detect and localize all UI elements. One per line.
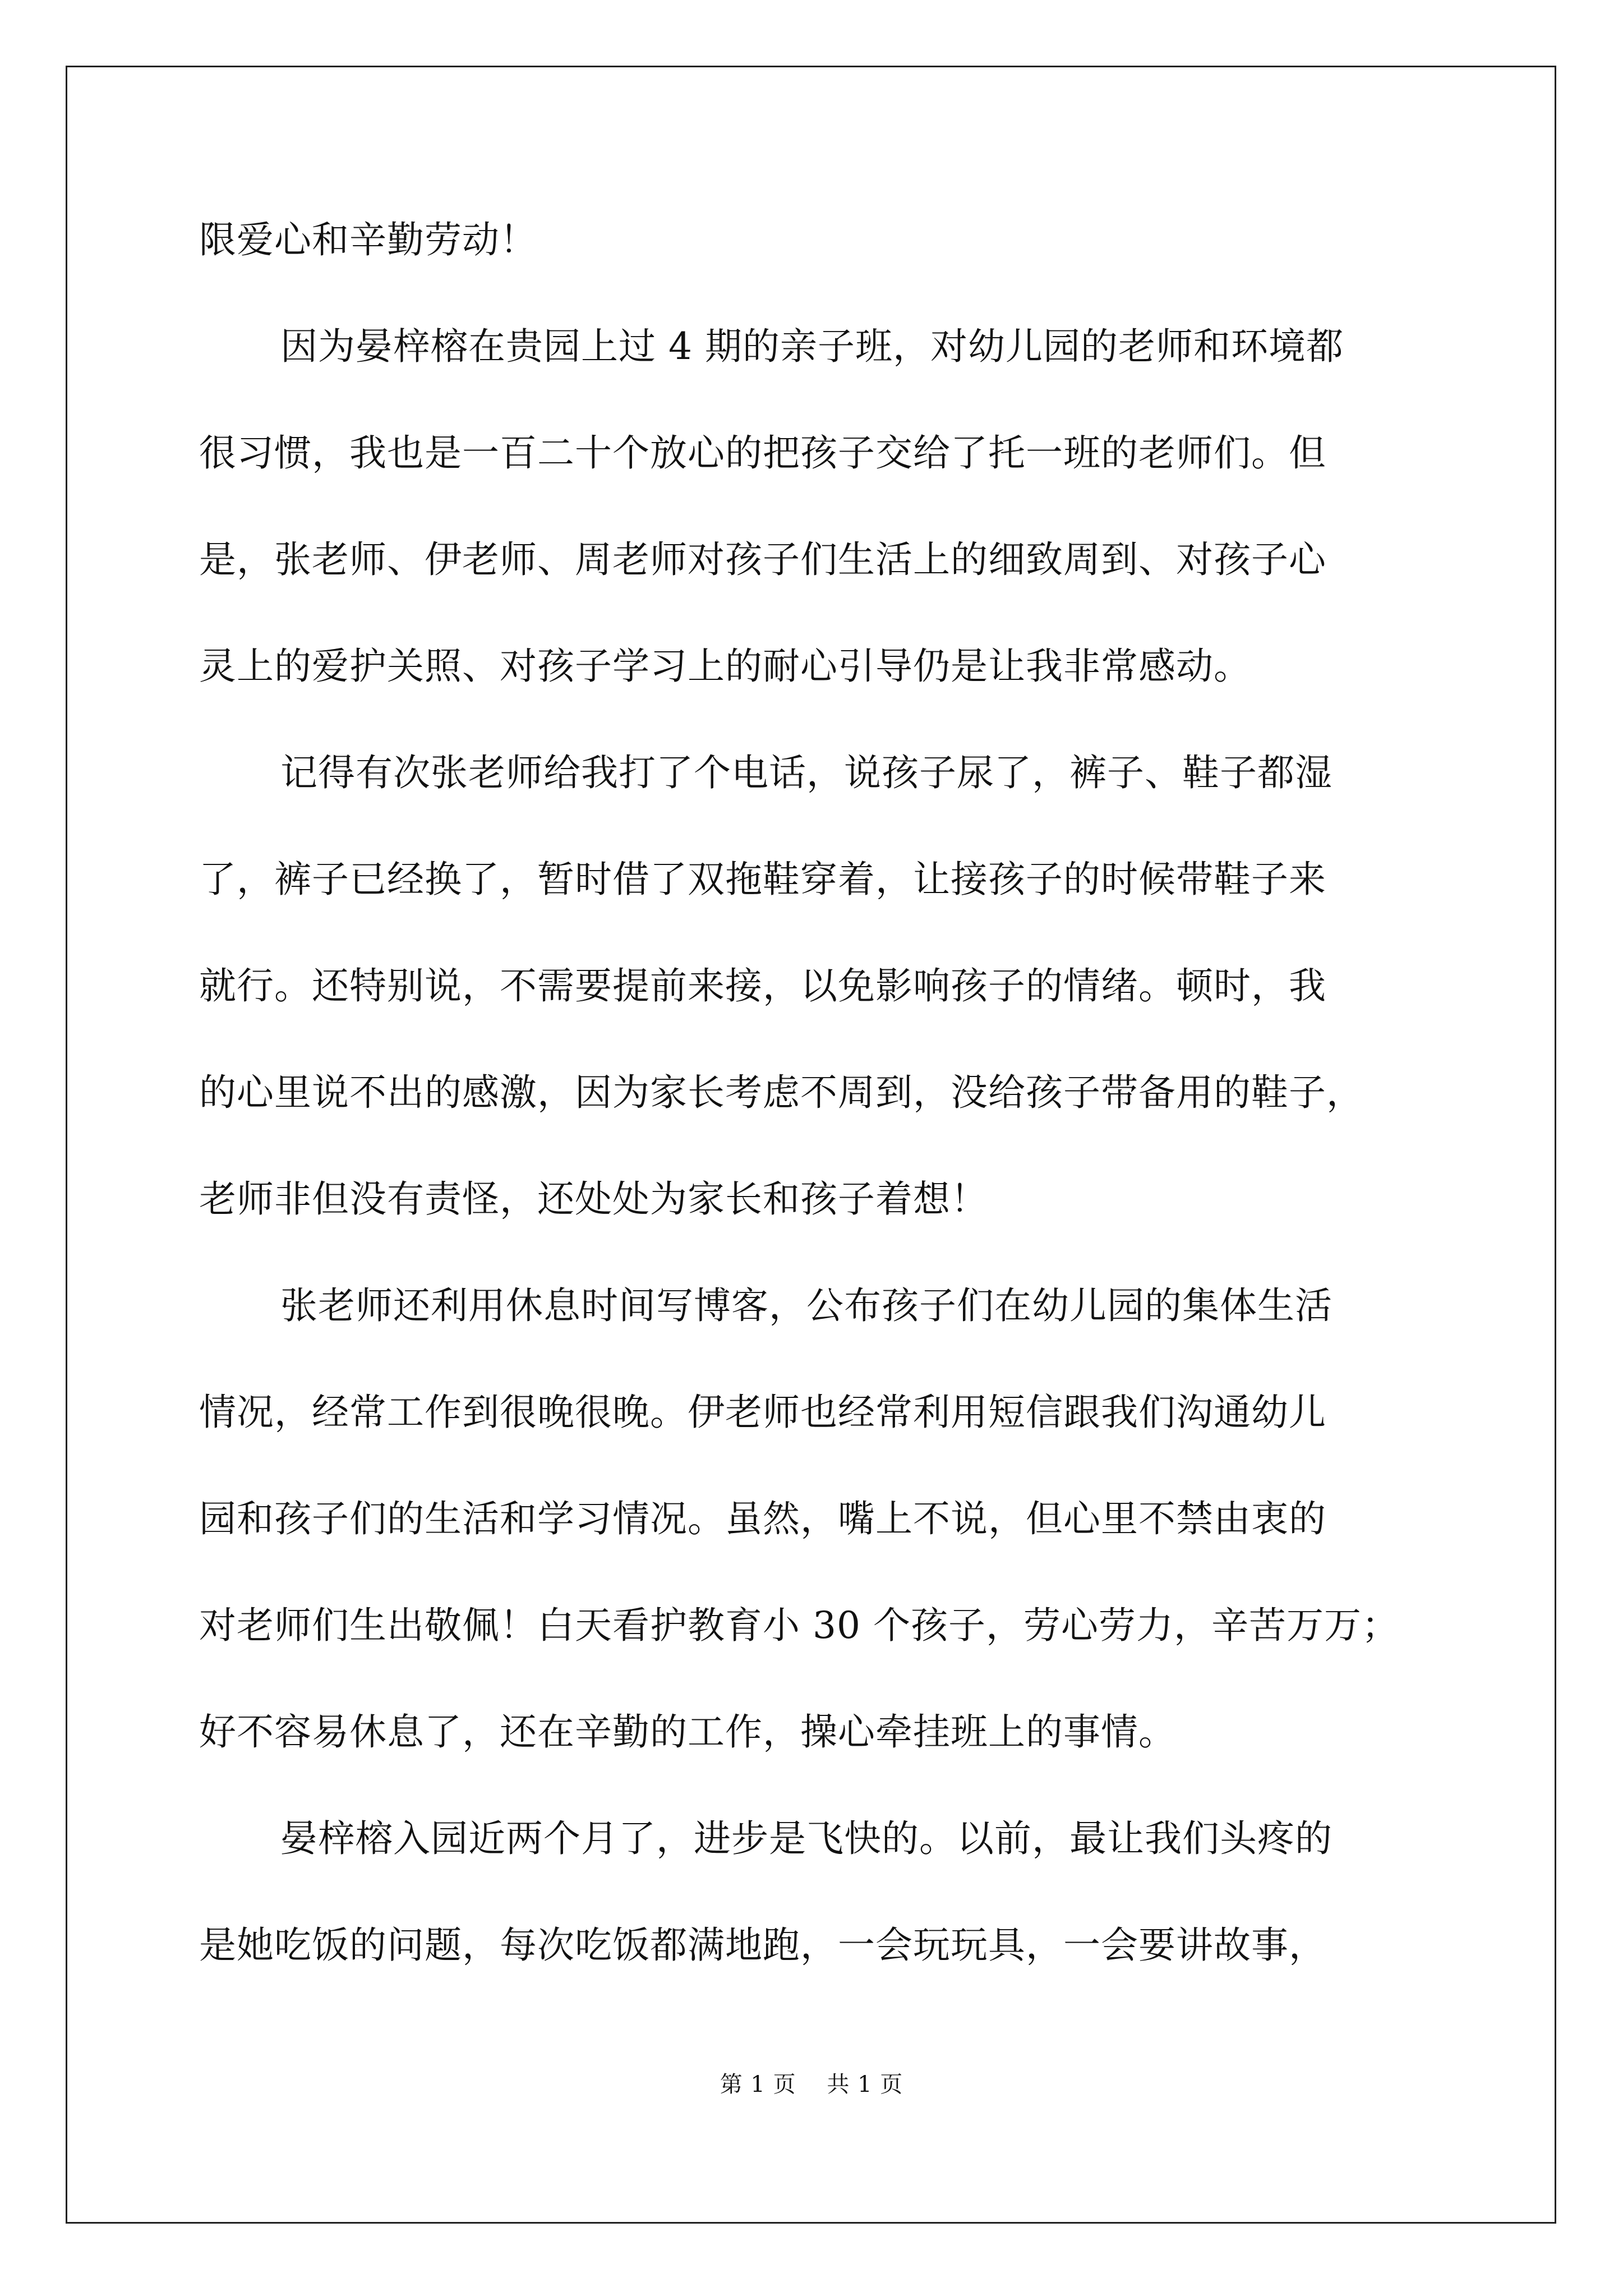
text-line: 园和孩子们的生活和学习情况。虽然，嘴上不说，但心里不禁由衷的: [199, 1497, 1326, 1540]
page-number-footer: 第 1 页 共 1 页: [720, 2072, 903, 2097]
text-line: 好不容易休息了，还在辛勤的工作，操心牵挂班上的事情。: [199, 1710, 1176, 1754]
page-border: [66, 66, 1556, 2224]
paragraph-first-line: 记得有次张老师给我打了个电话，说孩子尿了，裤子、鞋子都湿: [280, 751, 1332, 794]
text-line: 是她吃饭的问题，每次吃饭都满地跑，一会玩玩具，一会要讲故事，: [199, 1924, 1326, 1967]
text-line: 是，张老师、伊老师、周老师对孩子们生活上的细致周到、对孩子心: [199, 538, 1326, 581]
text-line: 了，裤子已经换了，暂时借了双拖鞋穿着，让接孩子的时候带鞋子来: [199, 858, 1326, 901]
text-line: 对老师们生出敬佩！白天看护教育小 30 个孩子，劳心劳力，辛苦万万；: [199, 1604, 1399, 1647]
text-line: 限爱心和辛勤劳动！: [199, 218, 537, 261]
text-line: 灵上的爱护关照、对孩子学习上的耐心引导仍是让我非常感动。: [199, 645, 1251, 688]
paragraph-first-line: 因为晏梓榕在贵园上过 4 期的亲子班，对幼儿园的老师和环境都: [280, 325, 1344, 368]
text-line: 很习惯，我也是一百二十个放心的把孩子交给了托一班的老师们。但: [199, 431, 1326, 475]
text-line: 的心里说不出的感激，因为家长考虑不周到，没给孩子带备用的鞋子，: [199, 1071, 1364, 1114]
text-line: 就行。还特别说，不需要提前来接，以免影响孩子的情绪。顿时，我: [199, 964, 1326, 1007]
paragraph-first-line: 张老师还利用休息时间写博客，公布孩子们在幼儿园的集体生活: [280, 1284, 1332, 1327]
text-line: 情况，经常工作到很晚很晚。伊老师也经常利用短信跟我们沟通幼儿: [199, 1391, 1326, 1434]
paragraph-first-line: 晏梓榕入园近两个月了，进步是飞快的。以前，最让我们头疼的: [280, 1817, 1332, 1860]
text-line: 老师非但没有责怪，还处处为家长和孩子着想！: [199, 1177, 988, 1221]
